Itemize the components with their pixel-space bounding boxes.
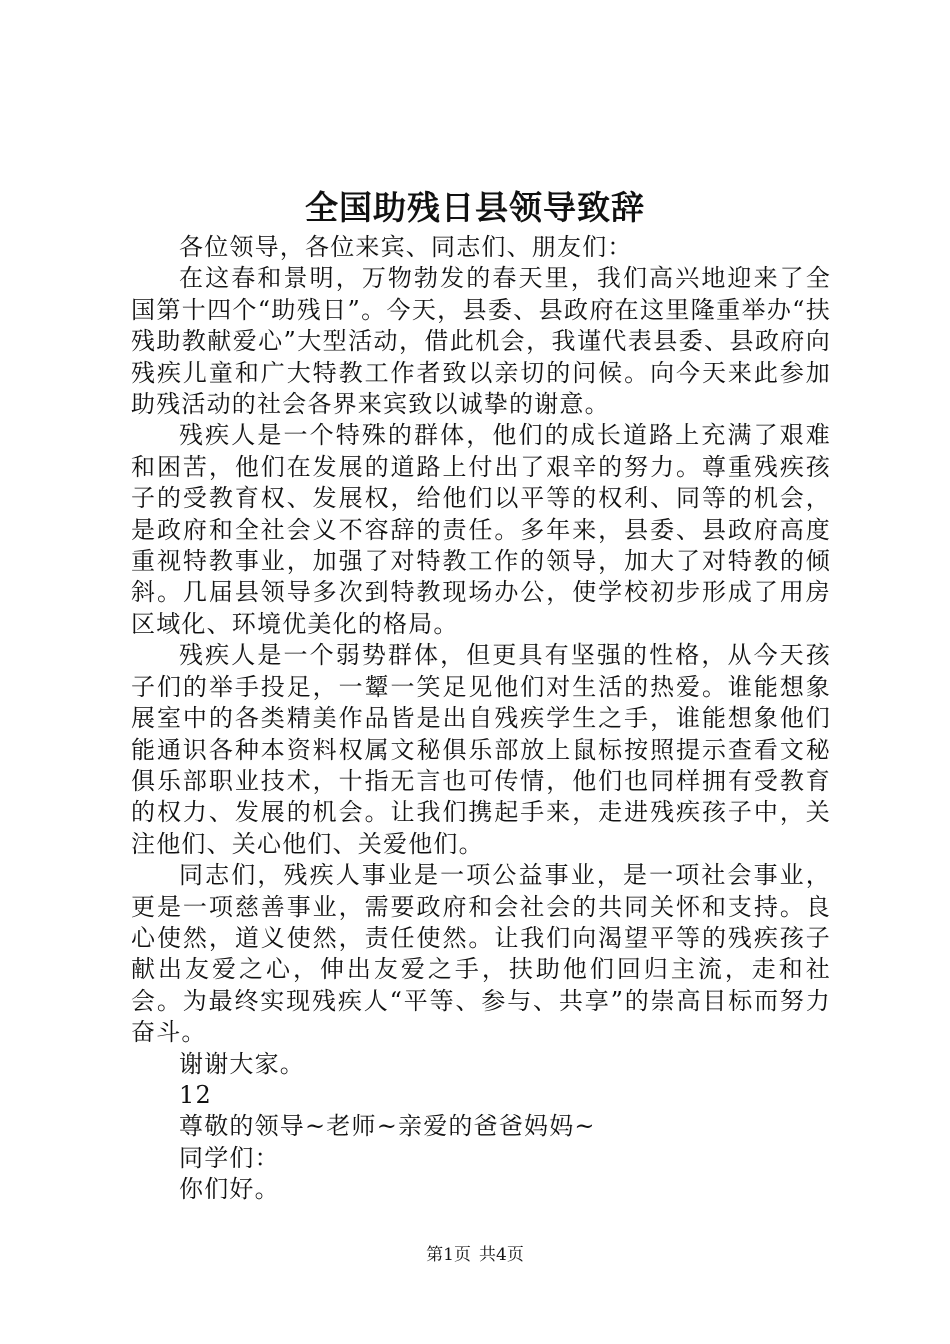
document-body xyxy=(131,232,831,1206)
salutation: 各位领导，各位来宾、同志们、朋友们： xyxy=(179,233,633,261)
paragraph-vulnerable-group: 残疾人是一个弱势群体，但更具有坚强的性格，从今天孩子们的举手投足，一颦一笑足见他们对生活的热爱。谁能想象展室中的各类精美作品皆是出自残疾学生之手，谁能想象他们能通识各种本资料权属文秘俱乐部放上鼠标按照提示查看文秘俱乐部职业技术，十指无言也可传情，他们也同样拥有受教育的权力、发展的机会。让我们携起手来，走进残疾孩子中，关注他们、关心他们、关爱他们。 xyxy=(131,641,831,858)
closing-thanks: 谢谢大家。 xyxy=(179,1049,305,1078)
second-salutation: 尊敬的领导~老师~亲爱的爸爸妈妈~ xyxy=(179,1112,596,1141)
page-number-label: 第1页 xyxy=(426,1245,471,1265)
paragraph-opening: 在这春和景明，万物勃发的春天里，我们高兴地迎来了全国第十四个“助残日”。今天，县委、县政府在这里隆重举办“扶残助教献爱心”大型活动，借此机会，我谨代表县委、县政府向残疾儿童和广大特教工作者致以亲切的问候。向今天来此参加助残活动的社会各界来宾致以诚挚的谢意。 xyxy=(131,264,831,419)
page-marker-number: 12 xyxy=(179,1080,212,1109)
page-footer xyxy=(0,1244,950,1266)
paragraph-special-group: 残疾人是一个特殊的群体，他们的成长道路上充满了艰难和困苦，他们在发展的道路上付出了艰辛的努力。尊重残疾孩子的受教育权、发展权，给他们以平等的权利、同等的机会，是政府和全社会义不容辞的责任。多年来，县委、县政府高度重视特教事业，加强了对特教工作的领导，加大了对特教的倾斜。几届县领导多次到特教现场办公，使学校初步形成了用房区域化、环境优美化的格局。 xyxy=(131,421,831,638)
document-title: 全国助残日县领导致辞 xyxy=(305,188,645,227)
students-greeting: 同学们： xyxy=(179,1143,280,1172)
paragraph-call-to-action: 同志们，残疾人事业是一项公益事业，是一项社会事业，更是一项慈善事业，需要政府和会社会的共同关怀和支持。良心使然，道义使然，责任使然。让我们向渴望平等的残疾孩子献出友爱之心，伸出友爱之手，扶助他们回归主流，走和社会。为最终实现残疾人“平等、参与、共享”的崇高目标而努力奋斗。 xyxy=(131,861,831,1047)
page-total-label: 共4页 xyxy=(479,1245,524,1265)
hello-greeting: 你们好。 xyxy=(179,1175,280,1204)
